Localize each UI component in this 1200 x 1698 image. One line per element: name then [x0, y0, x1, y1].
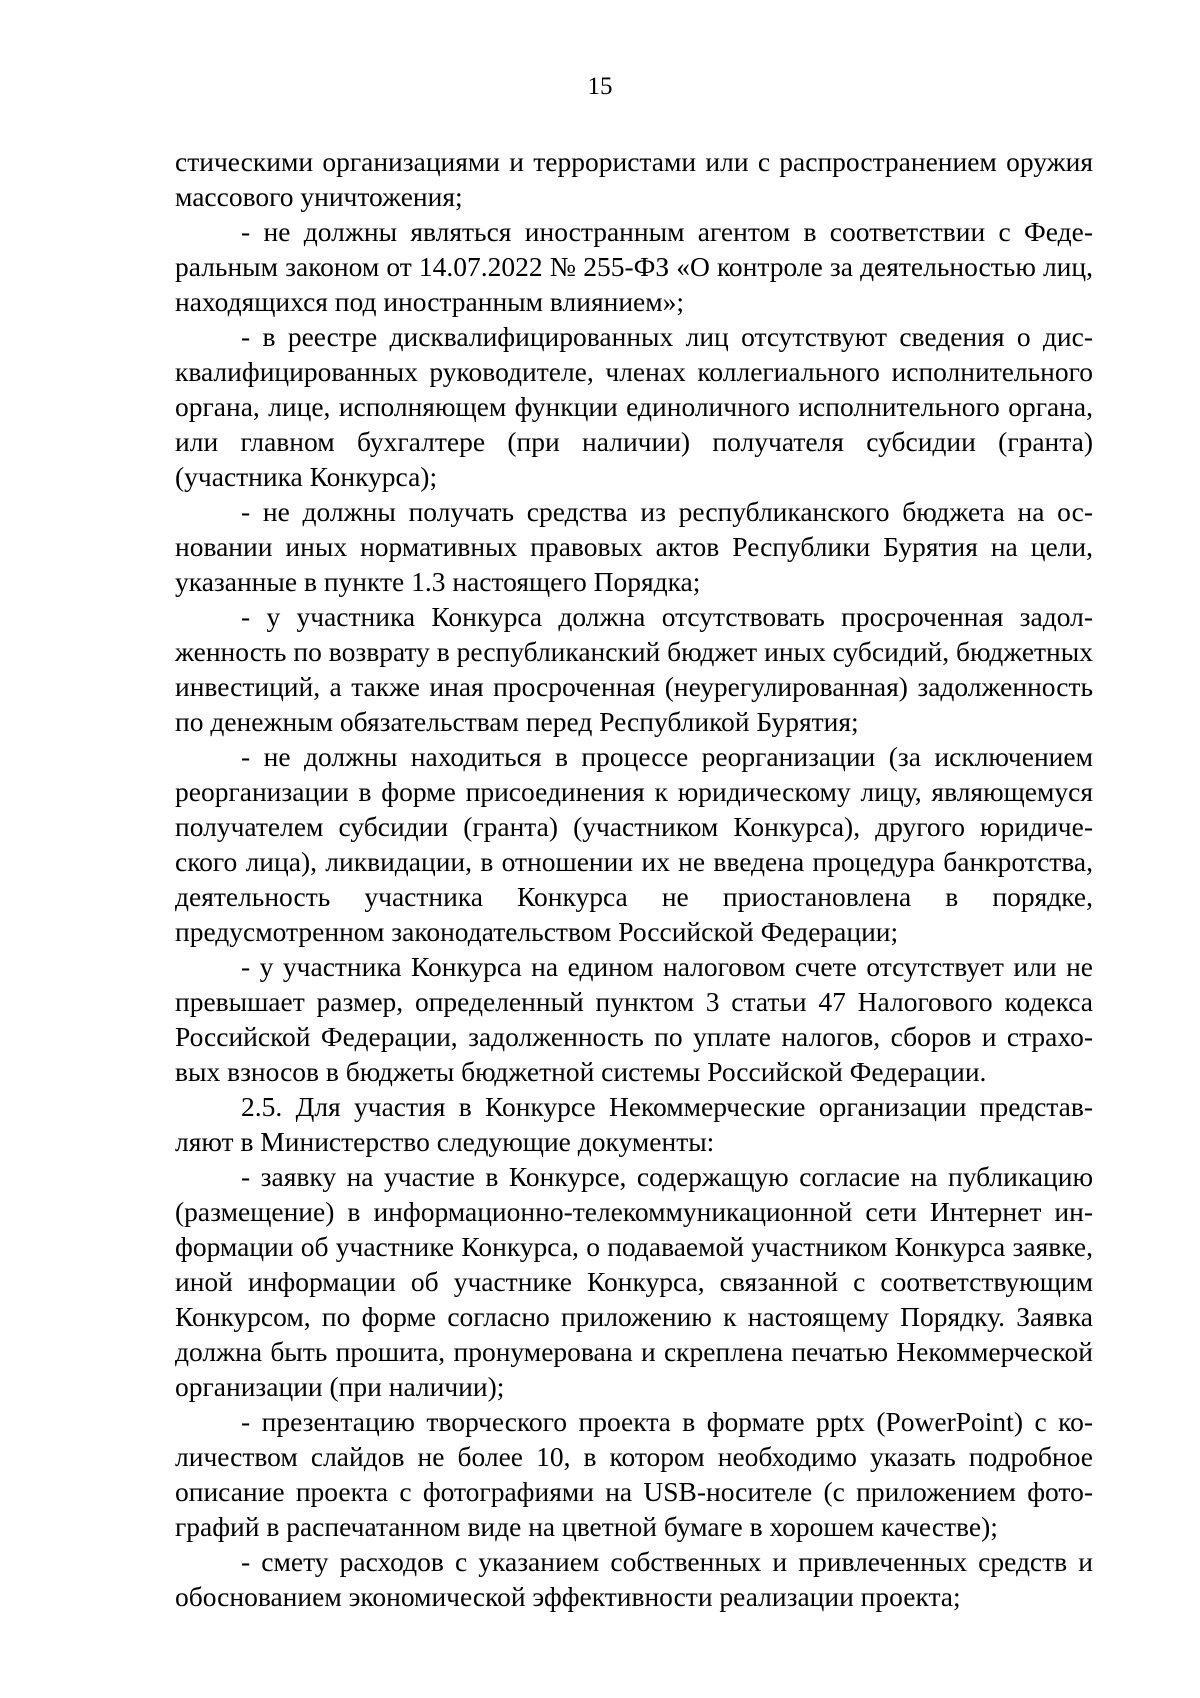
- paragraph-section-2-5: 2.5. Для участия в Конкурсе Некоммерческие организации представляют в Министерство следующие документы:: [175, 1091, 1093, 1157]
- paragraph-tax-account: - у участника Конкурса на едином налоговом счете отсутствует или не превышает размер, определенный пунктом 3 статьи 47 Налогового кодекса Российской Федерации, задолженность по уплате налогов, сборов и страховых взносов в бюджеты бюджетной системы Российской Федерации.: [175, 951, 1093, 1087]
- paragraph-application: - заявку на участие в Конкурсе, содержащую согласие на публикацию (размещение) в информационно-телекоммуникационной сети Интернет информации об участнике Конкурса, о подаваемой участником Конкурса заявке, иной информации об участнике Конкурса, связанной с соответствующим Конкурсом, по форме согласно приложению к настоящему Порядку. Заявка должна быть прошита, пронумерована и скреплена печатью Некоммерческой организации (при наличии);: [175, 1161, 1093, 1402]
- paragraph-reorganization: - не должны находиться в процессе реорганизации (за исключением реорганизации в форме присоединения к юридическому лицу, являющемуся получателем субсидии (гранта) (участником Конкурса), другого юридического лица), ликвидации, в отношении их не введена процедура банкротства, деятельность участника Конкурса не приостановлена в порядке, предусмотренном законодательством Российской Федерации;: [175, 741, 1093, 947]
- paragraph-cost-estimate: - смету расходов с указанием собственных и привлеченных средств и обоснованием экономической эффективности реализации проекта;: [175, 1546, 1093, 1612]
- paragraph-presentation: - презентацию творческого проекта в формате pptx (PowerPoint) с количеством слайдов не более 10, в котором необходимо указать подробное описание проекта с фотографиями на USB-носителе (с приложением фотографий в распечатанном виде на цветной бумаге в хорошем качестве);: [175, 1406, 1093, 1542]
- paragraph-disqualified-persons: - в реестре дисквалифицированных лиц отсутствуют сведения о дисквалифицированных руководителе, членах коллегиального исполнительного органа, лице, исполняющем функции единоличного исполнительного органа, или главном бухгалтере (при наличии) получателя субсидии (гранта) (участника Конкурса);: [175, 321, 1093, 492]
- paragraph-foreign-agent: - не должны являться иностранным агентом в соответствии с Федеральным законом от 14.07.2022 № 255-ФЗ «О контроле за деятельностью лиц, находящихся под иностранным влиянием»;: [175, 216, 1093, 317]
- paragraph-overdue-debt: - у участника Конкурса должна отсутствовать просроченная задолженность по возврату в республиканский бюджет иных субсидий, бюджетных инвестиций, а также иная просроченная (неурегулированная) задолженность по денежным обязательствам перед Республикой Бурятия;: [175, 601, 1093, 737]
- page-number: 15: [587, 73, 613, 100]
- paragraph-budget-funds: - не должны получать средства из республиканского бюджета на основании иных нормативных правовых актов Республики Бурятия на цели, указанные в пункте 1.3 настоящего Порядка;: [175, 496, 1093, 597]
- document-body: [175, 144, 1093, 1614]
- paragraph-continuation: стическими организациями и террористами или с распространением оружия массового уничтожения;: [175, 146, 1093, 212]
